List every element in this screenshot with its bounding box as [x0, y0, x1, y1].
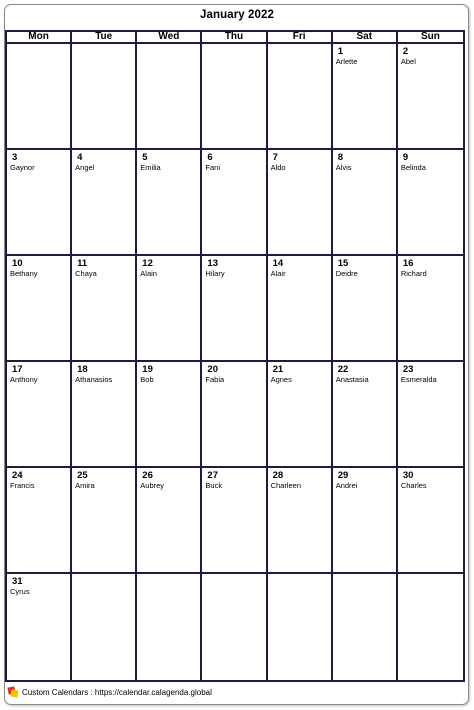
day-number: 11: [77, 258, 88, 269]
day-number: 14: [272, 258, 284, 269]
calagenda-logo-icon: [8, 687, 18, 697]
day-number: 3: [12, 152, 18, 163]
day-cell: [202, 44, 267, 150]
name-day-label: Anastasia: [335, 375, 369, 384]
day-cell: [398, 44, 463, 150]
day-cell: [137, 362, 202, 468]
day-cell: [268, 362, 333, 468]
name-day-label: Aldo: [270, 163, 286, 172]
day-cell: [268, 468, 333, 574]
name-day-label: Bethany: [10, 269, 38, 278]
name-day-label: Deidre: [335, 269, 358, 278]
name-day-label: Gaynor: [10, 163, 35, 172]
name-day-label: Agnes: [270, 375, 292, 384]
name-day-label: Fani: [205, 163, 221, 172]
name-day-label: Amira: [75, 481, 95, 490]
day-number: 30: [402, 470, 414, 481]
day-cell: [72, 256, 137, 362]
day-number: 28: [272, 470, 284, 481]
day-cell: [7, 44, 72, 150]
day-cell: [202, 362, 267, 468]
weekday-header-sat: Sat: [333, 32, 398, 44]
name-day-label: Charles: [400, 481, 427, 490]
name-day-label: Emilia: [140, 163, 161, 172]
name-day-label: Richard: [400, 269, 427, 278]
day-cell: [268, 574, 333, 680]
day-cell: [398, 256, 463, 362]
day-cell: [398, 362, 463, 468]
day-number: 23: [402, 364, 414, 375]
day-number: 24: [12, 470, 23, 481]
name-day-label: Fabia: [205, 375, 225, 384]
day-cell: [137, 150, 202, 256]
day-cell: [333, 574, 398, 680]
day-number: 26: [142, 470, 153, 481]
day-number: 15: [337, 258, 349, 269]
day-cell: [398, 574, 463, 680]
name-day-label: Bob: [140, 375, 154, 384]
day-cell: [7, 256, 72, 362]
day-cell: [137, 574, 202, 680]
name-day-label: Buck: [205, 481, 223, 490]
footer: [8, 686, 212, 698]
name-day-label: Cyrus: [10, 587, 30, 596]
weekday-header-tue: Tue: [72, 32, 137, 44]
day-number: 27: [207, 470, 218, 481]
day-number: 29: [337, 470, 349, 481]
name-day-label: Andrei: [335, 481, 358, 490]
day-cell: [268, 150, 333, 256]
day-number: 20: [207, 364, 218, 375]
day-cell: [72, 468, 137, 574]
day-cell: [72, 362, 137, 468]
day-cell: [202, 150, 267, 256]
calendar-grid: [5, 30, 465, 682]
day-number: 19: [142, 364, 153, 375]
day-cell: [268, 44, 333, 150]
day-number: 12: [142, 258, 153, 269]
day-number: 6: [207, 152, 213, 163]
day-cell: [72, 574, 137, 680]
day-cell: [333, 150, 398, 256]
day-cell: [137, 44, 202, 150]
name-day-label: Alair: [270, 269, 286, 278]
day-cell: [202, 256, 267, 362]
weekday-header-fri: Fri: [268, 32, 333, 44]
day-number: 2: [402, 46, 409, 57]
name-day-label: Chaya: [75, 269, 97, 278]
name-day-label: Arlette: [335, 57, 358, 66]
day-number: 10: [12, 258, 23, 269]
day-number: 4: [77, 152, 83, 163]
day-number: 25: [77, 470, 88, 481]
day-cell: [7, 362, 72, 468]
name-day-label: Hilary: [205, 269, 225, 278]
name-day-label: Anthony: [10, 375, 38, 384]
weekday-header-thu: Thu: [202, 32, 267, 44]
day-cell: [72, 44, 137, 150]
day-number: 13: [207, 258, 218, 269]
day-number: 31: [12, 576, 23, 587]
day-number: 18: [77, 364, 88, 375]
day-cell: [398, 150, 463, 256]
name-day-label: Alain: [140, 269, 157, 278]
day-number: 5: [142, 152, 148, 163]
name-day-label: Francis: [10, 481, 35, 490]
day-cell: [7, 150, 72, 256]
day-number: 16: [402, 258, 414, 269]
day-number: 17: [12, 364, 23, 375]
day-cell: [202, 574, 267, 680]
name-day-label: Aubrey: [140, 481, 165, 490]
day-cell: [72, 150, 137, 256]
day-cell: [333, 256, 398, 362]
day-cell: [137, 256, 202, 362]
footer-text: Custom Calendars : https://calendar.calagenda.global: [22, 687, 212, 697]
day-cell: [333, 468, 398, 574]
day-cell: [137, 468, 202, 574]
name-day-label: Esmeralda: [400, 375, 437, 384]
name-day-label: Athanasios: [75, 375, 113, 384]
day-cell: [333, 362, 398, 468]
weekday-header-mon: Mon: [7, 32, 72, 44]
day-cell: [268, 256, 333, 362]
day-number: 8: [337, 152, 343, 163]
day-number: 7: [272, 152, 278, 163]
weekday-header-wed: Wed: [137, 32, 202, 44]
name-day-label: Belinda: [400, 163, 426, 172]
name-day-label: Angel: [75, 163, 95, 172]
day-cell: [333, 44, 398, 150]
day-number: 22: [337, 364, 349, 375]
day-cell: [202, 468, 267, 574]
day-number: 9: [402, 152, 409, 163]
day-cell: [7, 468, 72, 574]
name-day-label: Abel: [400, 57, 416, 66]
day-cell: [7, 574, 72, 680]
name-day-label: Charleen: [270, 481, 301, 490]
weekday-header-sun: Sun: [398, 32, 463, 44]
calendar-title: January 2022: [199, 9, 275, 21]
name-day-label: Alvis: [335, 163, 352, 172]
day-cell: [398, 468, 463, 574]
day-number: 21: [272, 364, 284, 375]
day-number: 1: [337, 46, 343, 57]
